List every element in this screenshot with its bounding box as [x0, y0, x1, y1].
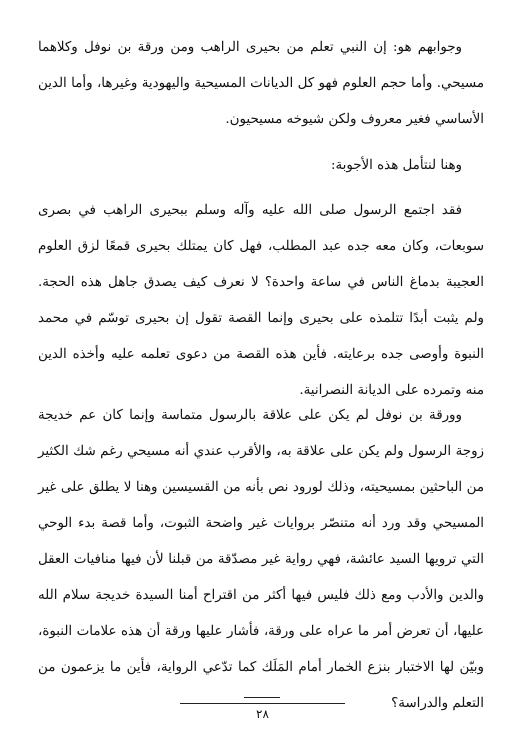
paragraph-text: وجوابهم هو: إن النبي تعلم من بحيرى الراهب ومن ورقة بن نوفل وكلاهما مسيحي. وأما حجم العلوم فهو كل الديانات المسيحية واليهودية وغيرها، وأما الدين الأساسي فغير معروف ولكن شيوخه مسيحيون. — [38, 40, 484, 127]
paragraph-text: وهنا لنتأمل هذه الأجوبة: — [330, 158, 462, 173]
paragraph-text: فقد اجتمع الرسول صلى الله عليه وآله وسلم ببحيرى الراهب في بصرى سوبعات، وكان معه جده عبد المطلب، فهل كان يمتلك بحيرى قمعًا لزق العلوم العجيبة بدماغ الناس في ساعة واحدة؟ لا نعرف كيف يصدق جاهل هذه الحجة. ولم يثبت أبدًا تتلمذه على بحيرى وإنما القصة تقول إن بحيرى توسّم في محمد النبوة وأوصى جده برعايته. فأين هذه القصة من دعوى تعلمه عليه وأخذه الدين منه وتمرده على الديانة النصرانية. — [38, 203, 484, 398]
footer-divider-short — [244, 697, 280, 698]
page-number: ٢٨ — [256, 707, 269, 721]
body-paragraph-bahira — [38, 193, 484, 409]
body-paragraph-heading — [38, 148, 484, 184]
paragraph-text: وورقة بن نوفل لم يكن على علاقة بالرسول متماسة وإنما كان عم خديجة زوجة الرسول ولم يكن على علاقة به، والأقرب عندي أنه مسيحي رغم شك الكثير من الباحثين بمسيحيته، وذلك لورود نص بأنه من القسيسين وهنا لا يطلق على غير المسيحي وقد ورد أنه متنصّر بروايات غير واضحة الثبوت، وأما قصة بدء الوحي التي ترويها السيد عائشة، فهي رواية غير مصدّقة من قبلنا لأن فيها منافيات العقل والدين والأدب ومع ذلك فليس فيها أكثر من اقتراح أمنا السيدة خديجة سلام الله عليها، أن تعرض أمر ما عراه على ورقة، فأشار عليها ورقة أن هذه علامات النبوة، وبيّن لها الاختبار بنزع الخمار أمام المَلَك كما تدّعي الرواية، فأين ما يزعمون من التعلم والدراسة؟ — [38, 408, 484, 711]
footer-divider — [180, 703, 345, 704]
body-paragraph-answer — [38, 30, 484, 138]
body-paragraph-waraqa — [38, 398, 484, 722]
